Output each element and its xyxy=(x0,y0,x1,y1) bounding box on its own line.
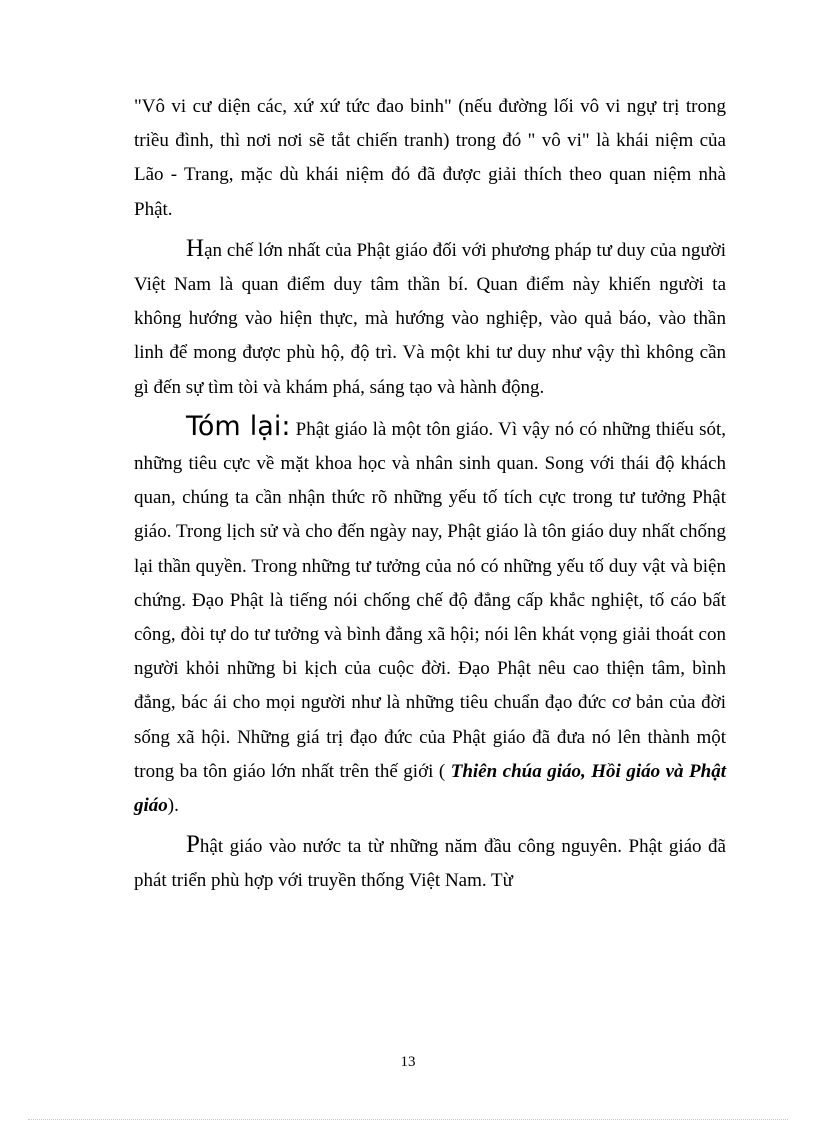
paragraph-4 xyxy=(134,828,726,898)
paragraph-1-text: "Vô vi cư diện các, xứ xứ tức đao binh" (nếu đường lối vô vi ngự trị trong triều đình, thì nơi nơi sẽ tắt chiến tranh) trong đó " vô vi" là khái niệm của Lão - Trang, mặc dù khái niệm đó đã được giải thích theo quan niệm nhà Phật. xyxy=(134,96,726,220)
paragraph-4-text: hật giáo vào nước ta từ những năm đầu công nguyên. Phật giáo đã phát triển phù hợp với truyền thống Việt Nam. Từ xyxy=(134,836,726,892)
paragraph-1 xyxy=(134,90,726,227)
paragraph-2 xyxy=(134,232,726,405)
paragraph-3 xyxy=(134,410,726,823)
paragraph-3-end: ). xyxy=(167,795,179,817)
paragraph-2-initial: H xyxy=(186,234,205,262)
paragraph-3-emphasis: Thiên chúa giáo, Hồi giáo và Phật giáo xyxy=(134,760,726,817)
paragraph-2-text: ạn chế lớn nhất của Phật giáo đối với phương pháp tư duy của người Việt Nam là quan điểm duy tâm thần bí. Quan điểm này khiến người ta không hướng vào hiện thực, mà hướng vào nghiệp, vào quả báo, vào thần linh để mong được phù hộ, độ trì. Và một khi tư duy như vậy thì không cần gì đến sự tìm tòi và khám phá, sáng tạo và hành động. xyxy=(134,239,726,398)
page-bottom-divider xyxy=(28,1119,788,1120)
paragraph-4-initial: P xyxy=(186,831,200,859)
page-number: 13 xyxy=(400,1054,416,1070)
body-text xyxy=(134,90,726,904)
paragraph-3-text: Phật giáo là một tôn giáo. Vì vậy nó có những thiếu sót, những tiêu cực về mặt khoa học và nhân sinh quan. Song với thái độ khách quan, chúng ta cần nhận thức rõ những yếu tố tích cực trong tư tưởng Phật giáo. Trong lịch sử và cho đến ngày nay, Phật giáo là tôn giáo duy nhất chống lại thần quyền. Trong những tư tưởng của nó có những yếu tố duy vật và biện chứng. Đạo Phật là tiếng nói chống chế độ đẳng cấp khắc nghiệt, tố cáo bất công, đòi tự do tư tưởng và bình đẳng xã hội; nói lên khát vọng giải thoát con người khỏi những bi kịch của cuộc đời. Đạo Phật nêu cao thiện tâm, bình đẳng, bác ái cho mọi người như là những tiêu chuẩn đạo đức cơ bản của đời sống xã hội. Những giá trị đạo đức của Phật giáo đã đưa nó lên thành một trong ba tôn giáo lớn nhất trên thế giới ( xyxy=(134,418,726,782)
paragraph-3-lead-heading: Tóm lại: xyxy=(186,410,291,442)
